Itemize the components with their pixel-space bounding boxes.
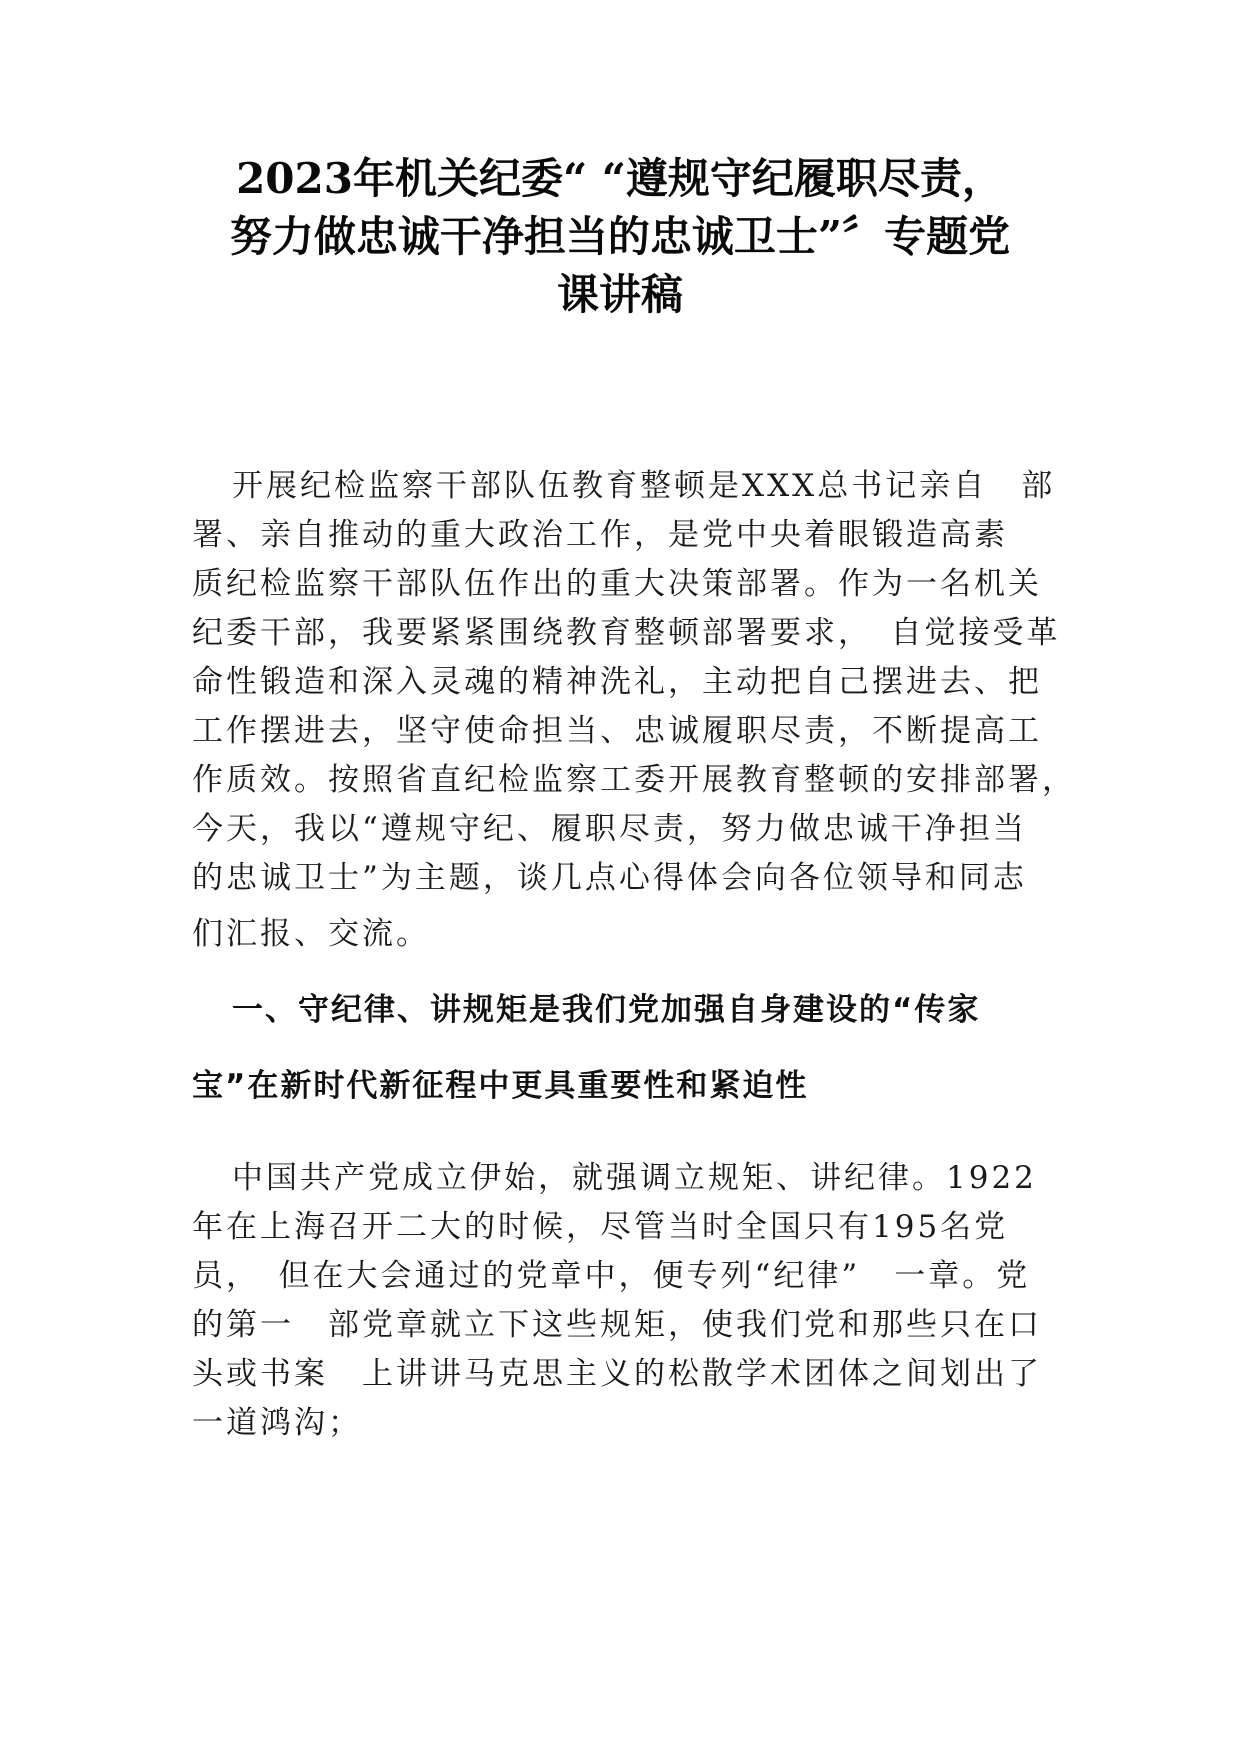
intro-line-2: 署、亲自推动的重大政治工作，是党中央着眼锻造高素 [192,517,1008,553]
intro-line-9: 的忠诚卫士”为主题，谈几点心得体会向各位领导和同志 [192,860,1027,896]
section1-line-2: 年在上海召开二大的时候，尽管当时全国只有195名党 [192,1209,1009,1245]
intro-line-10: 们汇报、交流。 [192,916,430,952]
intro-line-4: 纪委干部，我要紧紧围绕教育整顿部署要求， 自觉接受革 [192,615,1061,651]
section1-line-4: 的第一 部党章就立下这些规矩，使我们党和那些只在口 [192,1307,1042,1343]
section1-line-3: 员， 但在大会通过的党章中，便专列“纪律” 一章。党 [192,1258,1031,1294]
section-heading-line-1: 一、守纪律、讲规矩是我们党加强自身建设的“传家 [232,992,981,1028]
section1-line-5: 头或书案 上讲讲马克思主义的松散学术团体之间划出了 [192,1356,1042,1392]
document-title [160,150,1080,324]
title-line-2: 努力做忠诚干净担当的忠诚卫士”〞专题党 [229,212,1011,261]
intro-line-5: 命性锻造和深入灵魂的精神洗礼，主动把自己摆进去、把 [192,664,1042,700]
intro-line-3: 质纪检监察干部队伍作出的重大决策部署。作为一名机关 [192,566,1042,602]
title-line-1: 2023年机关纪委“ “遵规守纪履职尽责， [236,154,1004,203]
section1-line-6: 一道鸿沟； [192,1405,362,1441]
title-line-3: 课讲稿 [556,270,683,319]
section1-line-1: 中国共产党成立伊始，就强调立规矩、讲纪律。1922 [232,1160,1037,1196]
intro-line-8: 今天，我以“遵规守纪、履职尽责，努力做忠诚干净担当 [192,811,1027,847]
intro-line-6: 工作摆进去，坚守使命担当、忠诚履职尽责，不断提高工 [192,713,1042,749]
intro-line-1: 开展纪检监察干部队伍教育整顿是XXX总书记亲自 部 [232,468,1056,504]
intro-line-7: 作质效。按照省直纪检监察工委开展教育整顿的安排部署， [192,762,1076,798]
section-heading-line-2: 宝”在新时代新征程中更具重要性和紧迫性 [192,1068,809,1104]
